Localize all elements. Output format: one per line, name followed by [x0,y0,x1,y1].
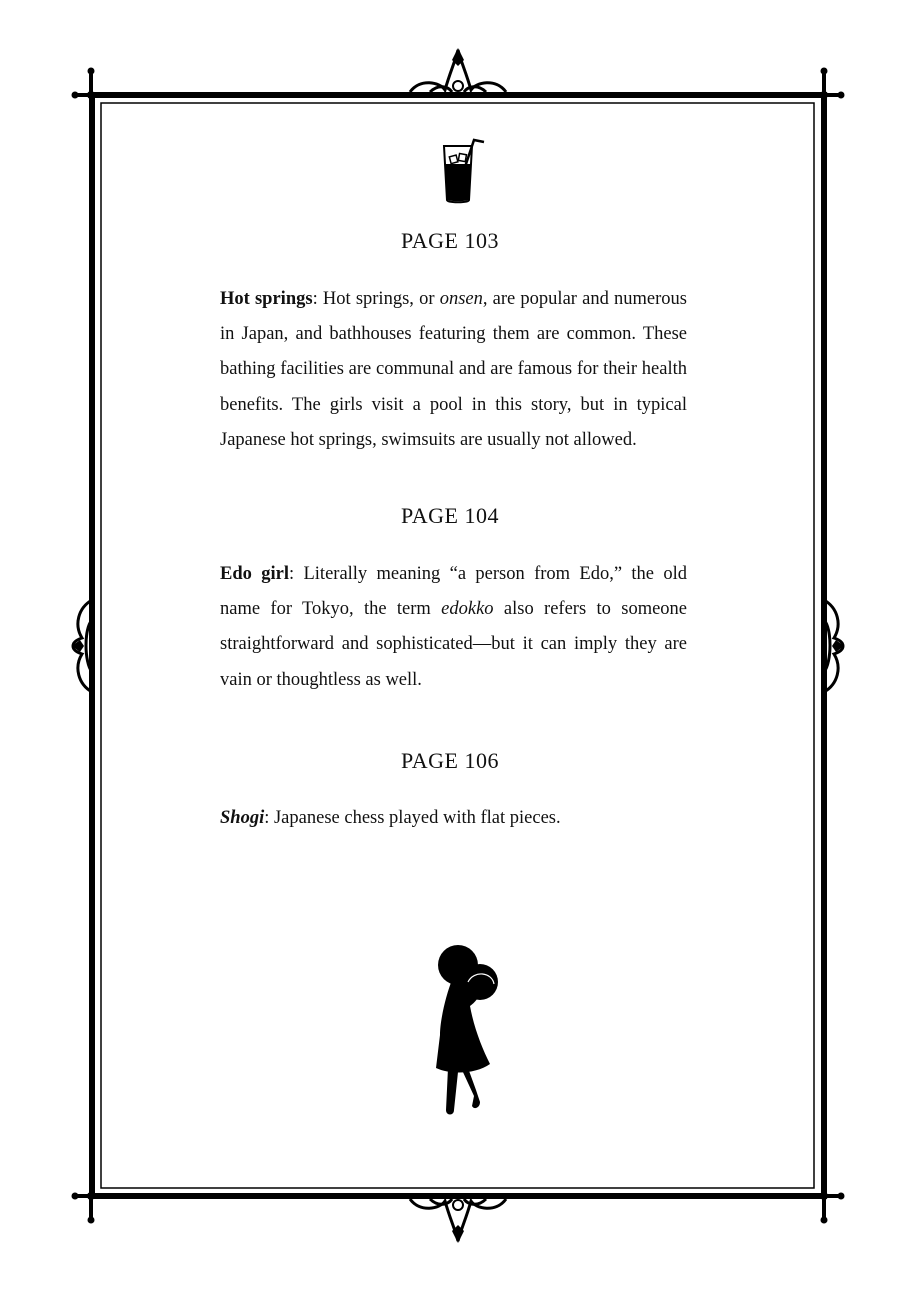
note-segment: : Literally meaning “a person from Edo,” the old name for Tokyo, the term [220,564,687,620]
page-heading: PAGE 106 [401,748,499,773]
note-edo-girl [220,557,687,698]
note-shogi [220,801,687,836]
page-heading: PAGE 104 [401,503,499,528]
note-segment: : Japanese chess played with flat pieces. [264,808,561,828]
note-term: Shogi [220,808,265,828]
note-term: Hot springs [220,289,313,309]
girl-silhouette-icon [416,940,506,1120]
note-text [220,801,687,836]
note-segment-italic: edokko [441,599,494,620]
note-hot-springs [220,282,687,458]
note-segment-italic: onsen [439,289,483,309]
note-segment: : Hot springs, or [312,289,440,309]
drink-glass-icon [436,136,490,206]
note-term: Edo girl [220,564,289,584]
page-heading: PAGE 103 [401,228,499,253]
note-segment: , are popular and numerous in Japan, and bathhouses featuring them are common. These bathing facilities are communal and are famous for their health benefits. The girls visit a pool in this story, but in typical Japanese hot springs, swimsuits are usually not allowed. [220,289,687,450]
note-text [220,557,687,698]
note-text [220,282,687,458]
note-segment: also refers to someone straightforward and sophisticated—but it can imply they are vain or thoughtless as well. [220,599,688,690]
